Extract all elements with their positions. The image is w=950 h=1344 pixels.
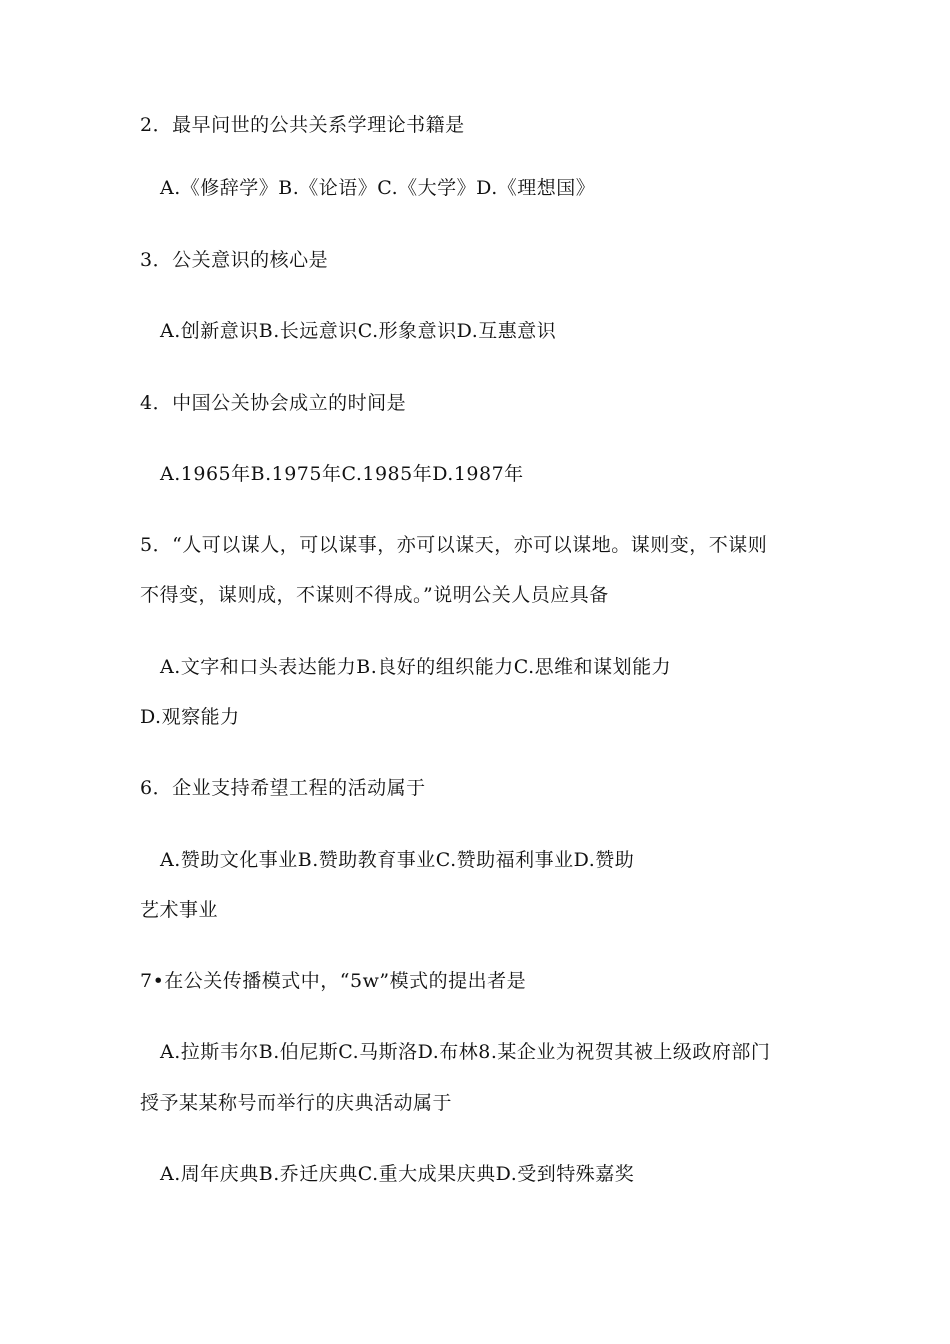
question-8-options: A.周年庆典B.乔迁庆典C.重大成果庆典D.受到特殊嘉奖 bbox=[160, 1163, 635, 1185]
question-7: 7•在公关传播模式中，“5w”模式的提出者是 bbox=[140, 970, 527, 992]
question-8-continuation: 授予某某称号而举行的庆典活动属于 bbox=[140, 1092, 453, 1114]
question-5-options: A.文字和口头表达能力B.良好的组织能力C.思维和谋划能力 bbox=[160, 656, 672, 678]
question-3-options: A.创新意识B.长远意识C.形象意识D.互惠意识 bbox=[160, 320, 557, 342]
question-6-options: A.赞助文化事业B.赞助教育事业C.赞助福利事业D.赞助 bbox=[160, 849, 635, 871]
question-2: 2．最早问世的公共关系学理论书籍是 bbox=[140, 114, 465, 136]
question-5-options-continuation: D.观察能力 bbox=[140, 706, 240, 728]
question-3: 3．公关意识的核心是 bbox=[140, 249, 329, 271]
question-6-options-continuation: 艺术事业 bbox=[140, 899, 219, 921]
question-5: 5．“人可以谋人，可以谋事，亦可以谋天，亦可以谋地。谋则变，不谋则 bbox=[140, 534, 768, 556]
question-7-options: A.拉斯韦尔B.伯尼斯C.马斯洛D.布林8.某企业为祝贺其被上级政府部门 bbox=[160, 1041, 771, 1063]
question-2-options: A.《修辞学》B.《论语》C.《大学》D.《理想国》 bbox=[160, 177, 596, 199]
question-4: 4．中国公关协会成立的时间是 bbox=[140, 392, 407, 414]
question-5-continuation: 不得变，谋则成，不谋则不得成。”说明公关人员应具备 bbox=[140, 584, 609, 606]
question-4-options: A.1965年B.1975年C.1985年D.1987年 bbox=[160, 463, 524, 485]
question-6: 6．企业支持希望工程的活动属于 bbox=[140, 777, 426, 799]
